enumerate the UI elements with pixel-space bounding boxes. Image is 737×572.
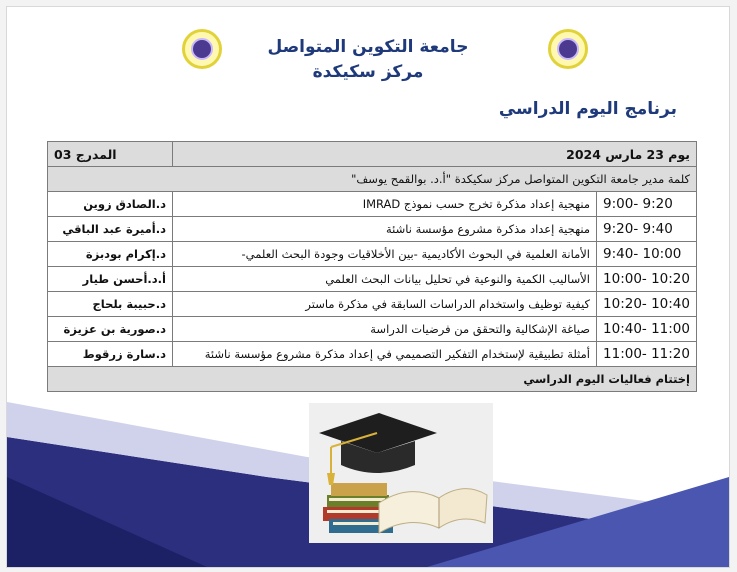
venue-cell: المدرج 03 <box>48 142 173 167</box>
closing-row <box>48 367 697 392</box>
speaker-cell: د.أميرة عبد الباقي <box>48 217 173 242</box>
topic-cell: منهجية إعداد مذكرة مشروع مؤسسة ناشئة <box>173 217 597 242</box>
table-row <box>48 317 697 342</box>
topic-cell: منهجية إعداد مذكرة تخرج حسب نموذج IMRAD <box>173 192 597 217</box>
time-cell: 9:00- 9:20 <box>597 192 697 217</box>
time-cell: 9:20- 9:40 <box>597 217 697 242</box>
topic-cell: صياغة الإشكالية والتحقق من فرضيات الدراسة <box>173 317 597 342</box>
university-name: جامعة التكوين المتواصل <box>267 37 469 57</box>
speaker-cell: د.صورية بن عزيزة <box>48 317 173 342</box>
closing-cell: إختتام فعاليات اليوم الدراسي <box>48 367 697 392</box>
day-row <box>48 142 697 167</box>
topic-cell: كيفية توظيف واستخدام الدراسات السابقة في مذكرة ماستر <box>173 292 597 317</box>
program-title: برنامج اليوم الدراسي <box>498 99 677 119</box>
table-row <box>48 242 697 267</box>
table-row <box>48 267 697 292</box>
table-row <box>48 217 697 242</box>
time-cell: 10:00- 10:20 <box>597 267 697 292</box>
schedule-table <box>47 141 697 392</box>
table-row <box>48 342 697 367</box>
center-name: مركز سكيكدة <box>312 62 424 82</box>
opening-cell: كلمة مدير جامعة التكوين المتواصل مركز سكيكدة "أ.د. بوالقمح يوسف" <box>48 167 697 192</box>
time-cell: 11:00- 11:20 <box>597 342 697 367</box>
speaker-cell: د.سارة زرقوط <box>48 342 173 367</box>
table-row <box>48 292 697 317</box>
topic-cell: الأساليب الكمية والنوعية في تحليل بيانات البحث العلمي <box>173 267 597 292</box>
table-row <box>48 192 697 217</box>
topic-cell: أمثلة تطبيقية لإستخدام التفكير التصميمي في إعداد مذكرة مشروع مؤسسة ناشئة <box>173 342 597 367</box>
topic-cell: الأمانة العلمية في البحوث الأكاديمية -بين الأخلاقيات وجودة البحث العلمي- <box>173 242 597 267</box>
program-page <box>6 6 730 568</box>
speaker-cell: أ.د.أحسن طيار <box>48 267 173 292</box>
speaker-cell: د.إكرام بودبزة <box>48 242 173 267</box>
day-cell: يوم 23 مارس 2024 <box>173 142 697 167</box>
opening-row <box>48 167 697 192</box>
time-cell: 10:20- 10:40 <box>597 292 697 317</box>
time-cell: 10:40- 11:00 <box>597 317 697 342</box>
speaker-cell: د.الصادق زوين <box>48 192 173 217</box>
time-cell: 9:40- 10:00 <box>597 242 697 267</box>
graduation-cap-books-icon <box>309 403 493 543</box>
speaker-cell: د.حبيبة بلحاج <box>48 292 173 317</box>
